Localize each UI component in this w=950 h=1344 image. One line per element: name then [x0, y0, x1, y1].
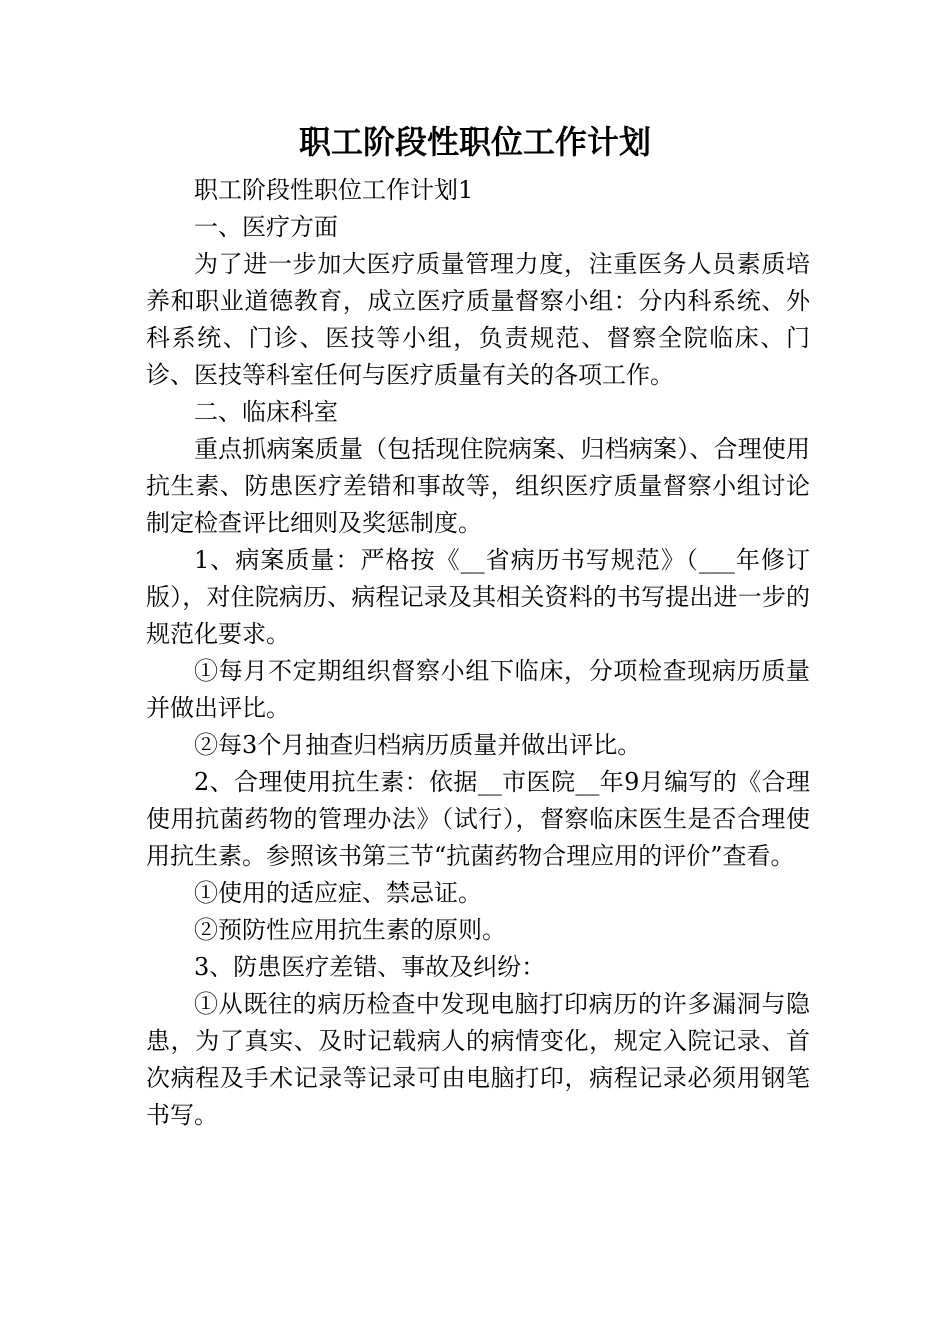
paragraph: 重点抓病案质量（包括现住院病案、归档病案）、合理使用抗生素、防患医疗差错和事故等，组织医疗质量督察小组讨论制定检查评比细则及奖惩制度。: [146, 435, 810, 537]
paragraph: ②预防性应用抗生素的原则。: [194, 916, 506, 944]
paragraph: 3、防患医疗差错、事故及纠纷：: [194, 953, 546, 981]
paragraph: 2、合理使用抗生素：依据__市医院__年9月编写的《合理使用抗菌药物的管理办法》（试行），督察临床医生是否合理使用抗生素。参照该书第三节“抗菌药物合理应用的评价”查看。: [146, 768, 810, 870]
document-body: [146, 172, 810, 1134]
paragraph: 二、临床科室: [194, 398, 338, 426]
paragraph: ①每月不定期组织督察小组下临床，分项检查现病历质量并做出评比。: [146, 657, 810, 722]
paragraph: ②每3个月抽查归档病历质量并做出评比。: [194, 731, 642, 759]
paragraph: ①使用的适应症、禁忌证。: [194, 879, 482, 907]
paragraph: 一、医疗方面: [194, 213, 338, 241]
paragraph: 1、病案质量：严格按《__省病历书写规范》（___年修订版），对住院病历、病程记录及其相关资料的书写提出进一步的规范化要求。: [146, 546, 810, 648]
paragraph: ①从既往的病历检查中发现电脑打印病历的许多漏洞与隐患，为了真实、及时记载病人的病情变化，规定入院记录、首次病程及手术记录等记录可由电脑打印，病程记录必须用钢笔书写。: [146, 990, 810, 1129]
paragraph: 职工阶段性职位工作计划1: [194, 176, 474, 204]
document-title: 职工阶段性职位工作计划: [298, 123, 651, 161]
paragraph: 为了进一步加大医疗质量管理力度，注重医务人员素质培养和职业道德教育，成立医疗质量督察小组：分内科系统、外科系统、门诊、医技等小组，负责规范、督察全院临床、门诊、医技等科室任何与医疗质量有关的各项工作。: [146, 250, 810, 389]
